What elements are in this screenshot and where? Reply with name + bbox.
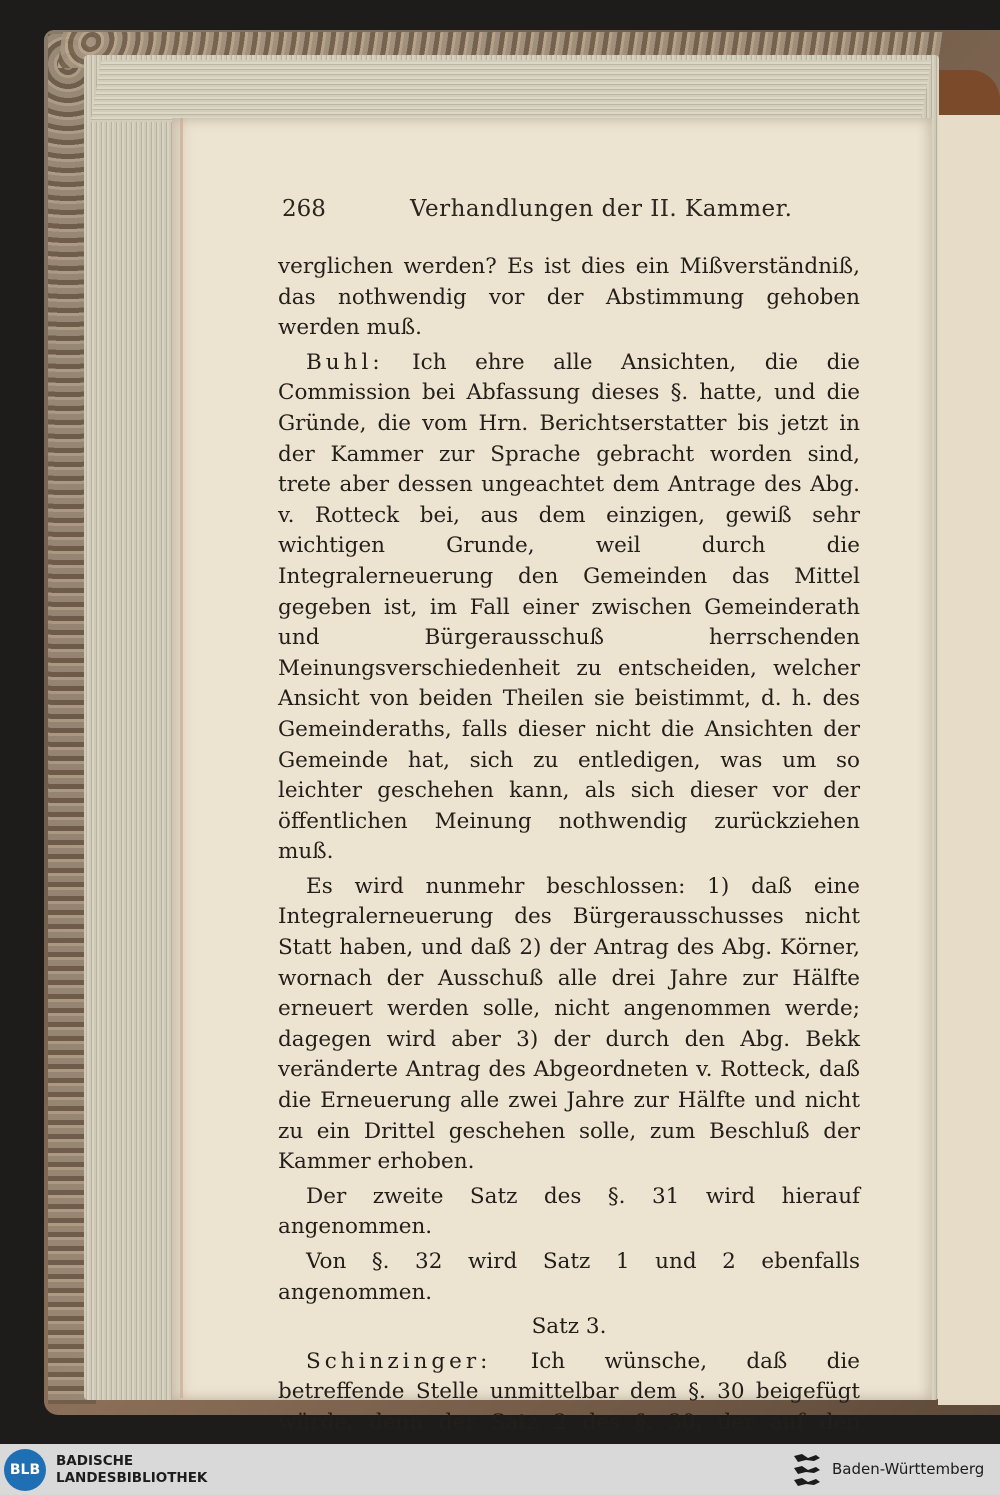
- blb-logo-icon[interactable]: BLB: [4, 1449, 46, 1491]
- paragraph-text: Ich wünsche, daß die betreffende Stelle unmittelbar dem §. 30 beigefügt würde, denn der Satz 2 des §. 30, der auf den: [278, 1348, 860, 1435]
- paragraph: Der zweite Satz des §. 31 wird hierauf angenommen.: [278, 1183, 860, 1240]
- section-heading: Satz 3.: [531, 1314, 607, 1340]
- paragraph: verglichen werden? Es ist dies ein Mißverständniß, das nothwendig vor der Abstimmung gehoben werden muß.: [278, 254, 860, 341]
- library-name-line2: LANDESBIBLIOTHEK: [56, 1470, 208, 1486]
- lions-crest-icon[interactable]: [790, 1450, 824, 1490]
- page-header: [282, 196, 862, 236]
- page-body: [278, 252, 860, 1473]
- speaker-name: Buhl:: [306, 349, 384, 375]
- library-name[interactable]: [56, 1453, 207, 1487]
- library-name-line1: BADISCHE: [56, 1453, 134, 1469]
- paragraph-text: Ich ehre alle Ansichten, die die Commission bei Abfassung dieses §. hatte, und die Gründe, die vom Hrn. Berichtserstatter bis jetzt in der Kammer zur Sprache gebracht worden sind, trete aber dessen ungeachtet dem Antrage des Abg. v. Rotteck bei, aus dem einzigen, gewiß sehr wichtigen Grunde, weil durch die Integralerneuerung den Gemeinden das Mittel gegeben ist, im Fall einer zwischen Gemeinderath und Bürgerausschuß herrschenden Meinungsverschiedenheit zu entscheiden, welcher Ansicht von beiden Theilen sie beistimmt, d. h. des Gemeinderaths, falls dieser nicht die Ansichten der Gemeinde hat, sich zu entledigen, was um so leichter geschehen kann, als sich dieser vor der öffentlichen Meinung nothwendig zurückziehen muß.: [278, 349, 860, 865]
- paragraph: Von §. 32 wird Satz 1 und 2 ebenfalls angenommen.: [278, 1249, 860, 1305]
- paragraph: [278, 348, 860, 868]
- page-number: 268: [282, 196, 326, 222]
- page-gutter-line: [180, 118, 183, 1398]
- facing-page-edge: [938, 115, 1000, 1405]
- footer-bar: [0, 1444, 1000, 1495]
- paragraph: Es wird nunmehr beschlossen: 1) daß eine Integralerneuerung des Bürgerausschusses nicht Statt haben, und daß 2) der Antrag des Abg. Körner, wornach der Ausschuß alle drei Jahre zur Hälfte erneuert werden solle, nicht angenommen werde; dagegen wird aber 3) der durch den Abg. Bekk veränderte Antrag des Abgeordneten v. Rotteck, daß die Erneuerung alle zwei Jahre zur Hälfte und nicht zu ein Drittel geschehen solle, zum Beschluß der Kammer erhoben.: [278, 873, 860, 1175]
- running-head: Verhandlungen der II. Kammer.: [410, 196, 793, 222]
- speaker-name: Schinzinger:: [306, 1348, 492, 1374]
- page-block-top: [91, 60, 932, 122]
- state-name[interactable]: Baden-Württemberg: [832, 1460, 985, 1478]
